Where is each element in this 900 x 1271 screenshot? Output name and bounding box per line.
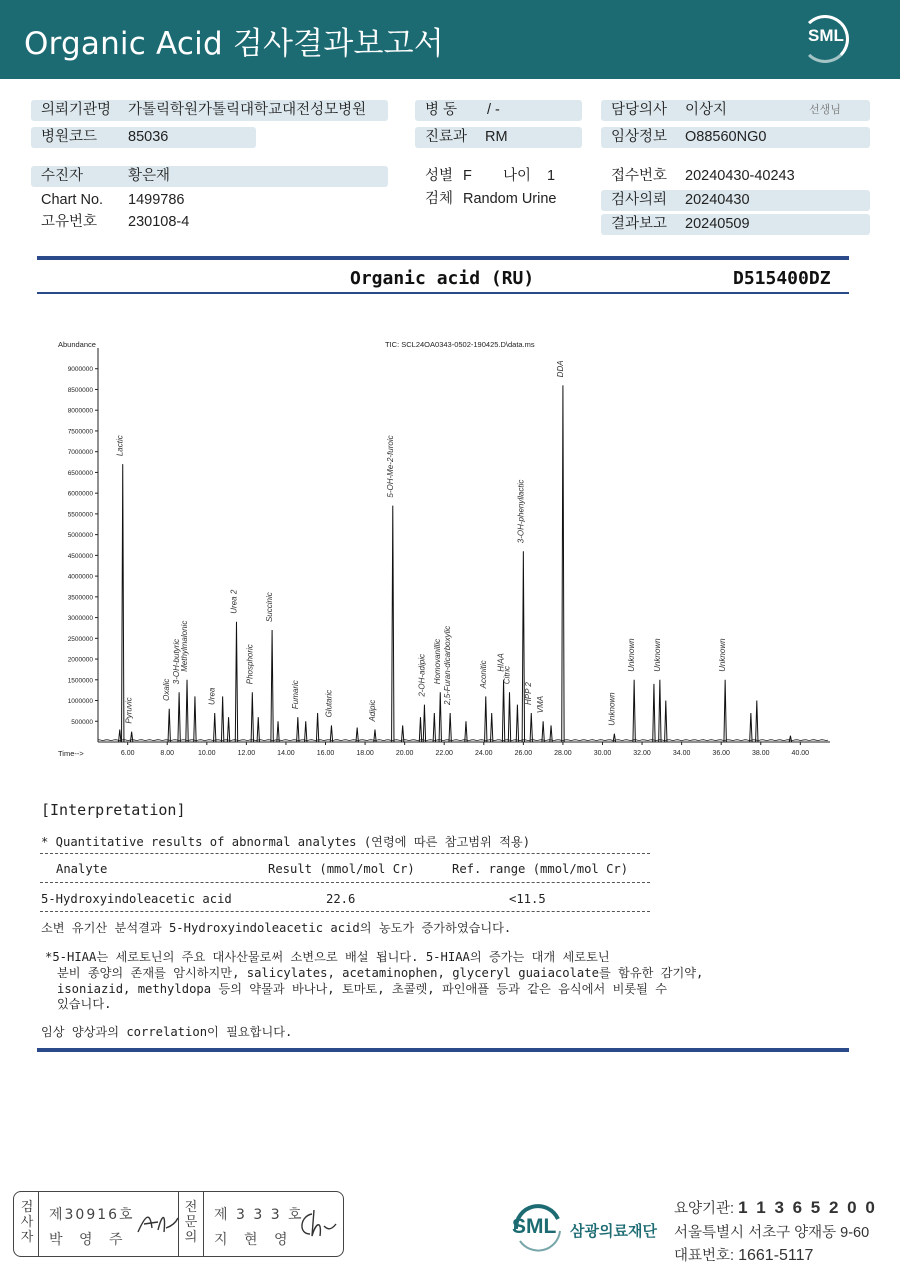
dept-field — [415, 127, 582, 148]
name-label: 수진자 — [41, 168, 84, 184]
y-tick-label: 3500000 — [67, 594, 93, 602]
specialist-no: 제 3 3 3 호 — [214, 1207, 304, 1223]
peak-annotation: HIAA — [496, 653, 506, 672]
y-tick-label: 7500000 — [67, 428, 93, 436]
x-tick-label: 10.00 — [198, 750, 216, 757]
peak — [122, 464, 124, 742]
peak — [227, 717, 229, 742]
interpretation-closing: 임상 양상과의 correlation이 필요합니다. — [41, 1025, 293, 1039]
peak — [297, 717, 299, 742]
name-field — [31, 166, 388, 187]
chromatogram-chart — [30, 330, 850, 770]
peak-annotation: Lactic — [115, 435, 125, 457]
peak-annotation: Pyruvic — [124, 697, 134, 724]
row-result: 22.6 — [326, 892, 356, 906]
receipt-value: 20240430-40243 — [685, 168, 795, 184]
report-header — [0, 0, 900, 79]
x-tick-label: 18.00 — [356, 750, 374, 757]
peak-annotation: DDA — [555, 360, 565, 378]
specimen-label: 검체 — [425, 191, 454, 207]
y-tick-label: 3000000 — [67, 615, 93, 623]
uid-value: 230108-4 — [128, 214, 190, 230]
peak-annotation: HPP 2 — [524, 682, 534, 705]
peak — [465, 721, 467, 742]
peak — [221, 696, 223, 742]
code-label: 병원코드 — [41, 129, 98, 145]
peak — [530, 713, 532, 742]
peak-annotation: Unknown — [607, 692, 617, 726]
peak-annotation: VMA — [536, 695, 546, 714]
peak — [485, 696, 487, 742]
peak-annotation: Citric — [502, 666, 512, 685]
clinic-field — [601, 127, 870, 148]
report-title: Organic Acid 검사결과보고서 — [24, 26, 444, 62]
ward-field — [415, 100, 582, 121]
y-tick-label: 5500000 — [67, 511, 93, 519]
footer-code-value: 1 1 3 6 5 2 0 0 — [738, 1198, 877, 1217]
note-line-2: 분비 종양의 존재를 암시하지만, salicylates, acetaminophen, glyceryl guaiacolate를 함유한 감기약, — [57, 966, 704, 980]
peak — [316, 713, 318, 742]
y-tick-label: 8500000 — [67, 386, 93, 394]
footer-tel-value: 1661-5117 — [738, 1247, 814, 1264]
peak — [419, 717, 421, 742]
x-tick-label: 16.00 — [316, 750, 335, 757]
footer-code-label: 요양기관: — [674, 1201, 735, 1217]
x-tick-label: 22.00 — [435, 750, 453, 757]
y-tick-label: 4000000 — [67, 573, 93, 581]
peak — [257, 717, 259, 742]
receipt-label: 접수번호 — [611, 168, 668, 184]
y-tick-label: 6500000 — [67, 469, 93, 477]
peak — [305, 721, 307, 742]
specialist-name: 지 현 영 — [214, 1232, 294, 1248]
peak-annotation: 2-OH-adipic — [417, 653, 427, 697]
peak-annotation: Glutaric — [324, 689, 334, 718]
peak-annotation: 3-OH-butyric — [172, 638, 182, 685]
x-tick-label: 40.00 — [791, 750, 810, 757]
peak — [653, 684, 655, 742]
peak — [401, 725, 403, 742]
peak-annotation: Unknown — [627, 638, 637, 672]
chart-xlabel: Time--> — [58, 749, 84, 758]
doctor-field — [601, 100, 870, 121]
peak-annotation: 3-OH-phenyllactic — [516, 479, 526, 544]
peak — [186, 680, 188, 742]
peak — [235, 622, 237, 742]
peak — [756, 701, 758, 742]
section-rule — [37, 292, 849, 294]
peak — [633, 680, 635, 742]
org-value: 가톨릭학원가톨릭대학교대전성모병원 — [128, 102, 367, 118]
row-analyte: 5-Hydroxyindoleacetic acid — [41, 892, 232, 906]
peak — [130, 732, 132, 742]
peak — [271, 630, 273, 742]
interpretation-subheading: * Quantitative results of abnormal analytes (연령에 따른 참고범위 적용) — [41, 835, 531, 849]
peak — [439, 692, 441, 742]
y-tick-label: 9000000 — [67, 366, 93, 374]
y-tick-label: 7000000 — [67, 449, 93, 457]
peak — [330, 725, 332, 742]
y-tick-label: 2000000 — [67, 656, 93, 664]
x-tick-label: 14.00 — [277, 750, 295, 757]
specimen-value: Random Urine — [463, 191, 557, 207]
footer-logo-text: SML — [512, 1215, 557, 1238]
peak-annotation: Fumaric — [290, 680, 300, 710]
peak — [214, 713, 216, 742]
peak — [449, 713, 451, 742]
col-analyte: Analyte — [56, 862, 108, 876]
org-label: 의뢰기관명 — [41, 102, 112, 118]
peak — [508, 692, 510, 742]
chart-ylabel: Abundance — [58, 340, 96, 349]
y-tick-label: 1500000 — [67, 677, 93, 685]
test-value: 20240430 — [685, 192, 750, 208]
peak — [542, 721, 544, 742]
peak — [392, 506, 394, 742]
peak-annotation: Unknown — [718, 638, 728, 672]
dept-label: 진료과 — [425, 129, 468, 145]
uid-field — [31, 212, 388, 233]
x-tick-label: 38.00 — [751, 750, 770, 757]
y-tick-label: 5000000 — [67, 532, 93, 540]
peak — [423, 705, 425, 742]
examiner-label: 검사자 — [20, 1200, 34, 1245]
peak — [516, 705, 518, 742]
sml-logo-text: SML — [808, 26, 844, 45]
org-field — [31, 100, 388, 121]
row-ref: <11.5 — [509, 892, 546, 906]
peak — [277, 721, 279, 742]
peak — [490, 713, 492, 742]
y-tick-label: 6000000 — [67, 490, 93, 498]
section-code: D515400DZ — [733, 268, 831, 289]
test-field — [601, 190, 870, 211]
code-field — [31, 127, 256, 148]
chart-title: TIC: SCL24OA0343-0502-190425.D\data.ms — [385, 340, 535, 349]
peak-annotation: Oxalic — [162, 678, 172, 701]
footer-org-name: 삼광의료재단 — [570, 1223, 657, 1240]
interpretation-heading: [Interpretation] — [41, 801, 186, 819]
examiner-signature — [132, 1208, 182, 1238]
peak — [659, 680, 661, 742]
specialist-signature — [296, 1206, 340, 1240]
col-result: Result (mmol/mol Cr) — [268, 862, 415, 876]
ward-label: 병 동 — [425, 102, 458, 118]
table-divider — [40, 853, 650, 854]
doctor-suffix: 선생님 — [809, 104, 841, 116]
peak — [562, 385, 564, 742]
y-tick-label: 500000 — [71, 718, 93, 726]
peak — [665, 701, 667, 742]
x-tick-label: 6.00 — [120, 750, 135, 757]
uid-label: 고유번호 — [41, 214, 98, 230]
chart-label: Chart No. — [41, 192, 104, 208]
doctor-label: 담당의사 — [611, 102, 668, 118]
signature-box — [13, 1191, 344, 1257]
footer-code — [674, 1197, 877, 1218]
x-tick-label: 20.00 — [395, 750, 414, 757]
peak-annotation: Succinic — [265, 592, 275, 623]
y-tick-label: 8000000 — [67, 407, 93, 415]
chart-field — [31, 190, 388, 211]
x-tick-label: 32.00 — [633, 750, 651, 757]
doctor-value: 이상지 — [685, 102, 728, 118]
x-tick-label: 36.00 — [712, 750, 730, 757]
table-divider — [40, 911, 650, 912]
peak — [433, 713, 435, 742]
note-line-1: *5-HIAA는 세로토닌의 주요 대사산물로써 소변으로 배설 됩니다. 5-HIAA의 증가는 대개 세로토닌 — [45, 950, 610, 964]
peak-annotation: 5-OH-Me-2-furoic — [385, 435, 395, 498]
examiner-name: 박 영 주 — [49, 1232, 129, 1248]
peak-annotation: Phosphoric — [245, 644, 255, 685]
specimen-field — [415, 189, 595, 210]
examiner-no: 제30916호 — [49, 1207, 135, 1223]
peak — [119, 730, 121, 742]
receipt-field — [601, 166, 870, 187]
peak-annotation: 2,5-Furan-dicarboxylic — [443, 625, 453, 705]
peak-annotation: Methylmalonic — [180, 620, 190, 672]
interpretation-summary: 소변 유기산 분석결과 5-Hydroxyindoleacetic acid의 농도가 증가하였습니다. — [41, 921, 512, 935]
x-tick-label: 28.00 — [554, 750, 572, 757]
table-divider — [40, 882, 650, 883]
note-line-3: isoniazid, methyldopa 등의 약물과 바나나, 토마토, 초콜렛, 파인애플 등과 같은 음식에서 비롯될 수 — [57, 982, 668, 996]
report-value: 20240509 — [685, 216, 750, 232]
dept-value: RM — [485, 129, 508, 145]
peak-annotation: Urea 2 — [229, 589, 239, 614]
x-tick-label: 30.00 — [593, 750, 612, 757]
baseline-trace — [98, 740, 828, 741]
chart-value: 1499786 — [128, 192, 185, 208]
x-tick-label: 26.00 — [514, 750, 533, 757]
sex-value: F — [463, 168, 472, 184]
peak — [374, 730, 376, 742]
peak — [724, 680, 726, 742]
peak — [522, 551, 524, 742]
peak — [251, 692, 253, 742]
peak — [356, 727, 358, 742]
peak-annotation: Aconitic — [478, 660, 488, 689]
report-date-field — [601, 214, 870, 235]
sex-age-field — [415, 166, 595, 187]
specialist-label: 전문의 — [184, 1200, 198, 1245]
y-tick-label: 2500000 — [67, 635, 93, 643]
y-tick-label: 1000000 — [67, 698, 93, 706]
code-value: 85036 — [128, 129, 169, 145]
peak-annotation: Urea — [207, 687, 217, 705]
peak — [789, 736, 791, 742]
x-tick-label: 8.00 — [160, 750, 175, 757]
ward-value: / - — [487, 102, 500, 118]
age-value: 1 — [547, 168, 556, 184]
note-line-4: 있습니다. — [57, 997, 112, 1011]
clinic-value: O88560NG0 — [685, 129, 767, 145]
y-tick-label: 4500000 — [67, 552, 93, 560]
sex-label: 성별 — [425, 168, 454, 184]
name-value: 황은재 — [128, 168, 171, 184]
bottom-rule — [37, 1048, 849, 1052]
top-rule — [37, 256, 849, 260]
peak-annotation: Unknown — [652, 638, 662, 672]
peak — [178, 692, 180, 742]
footer-tel — [674, 1244, 813, 1265]
age-label: 나이 — [503, 168, 532, 184]
test-label: 검사의뢰 — [611, 192, 668, 208]
x-tick-label: 34.00 — [672, 750, 691, 757]
x-tick-label: 24.00 — [475, 750, 493, 757]
x-tick-label: 12.00 — [237, 750, 256, 757]
peak — [168, 709, 170, 742]
clinic-label: 임상정보 — [611, 129, 668, 145]
footer-tel-label: 대표번호: — [674, 1248, 735, 1264]
peak — [750, 713, 752, 742]
peak-annotation: Homovanillic — [433, 638, 443, 685]
report-label: 결과보고 — [611, 216, 668, 232]
peak — [194, 696, 196, 742]
col-ref: Ref. range (mmol/mol Cr) — [452, 862, 629, 876]
footer-address: 서울특별시 서초구 양재동 9-60 — [674, 1225, 870, 1241]
peak-annotation: Adipic — [367, 699, 377, 722]
section-title: Organic acid (RU) — [350, 268, 535, 289]
peak — [502, 680, 504, 742]
